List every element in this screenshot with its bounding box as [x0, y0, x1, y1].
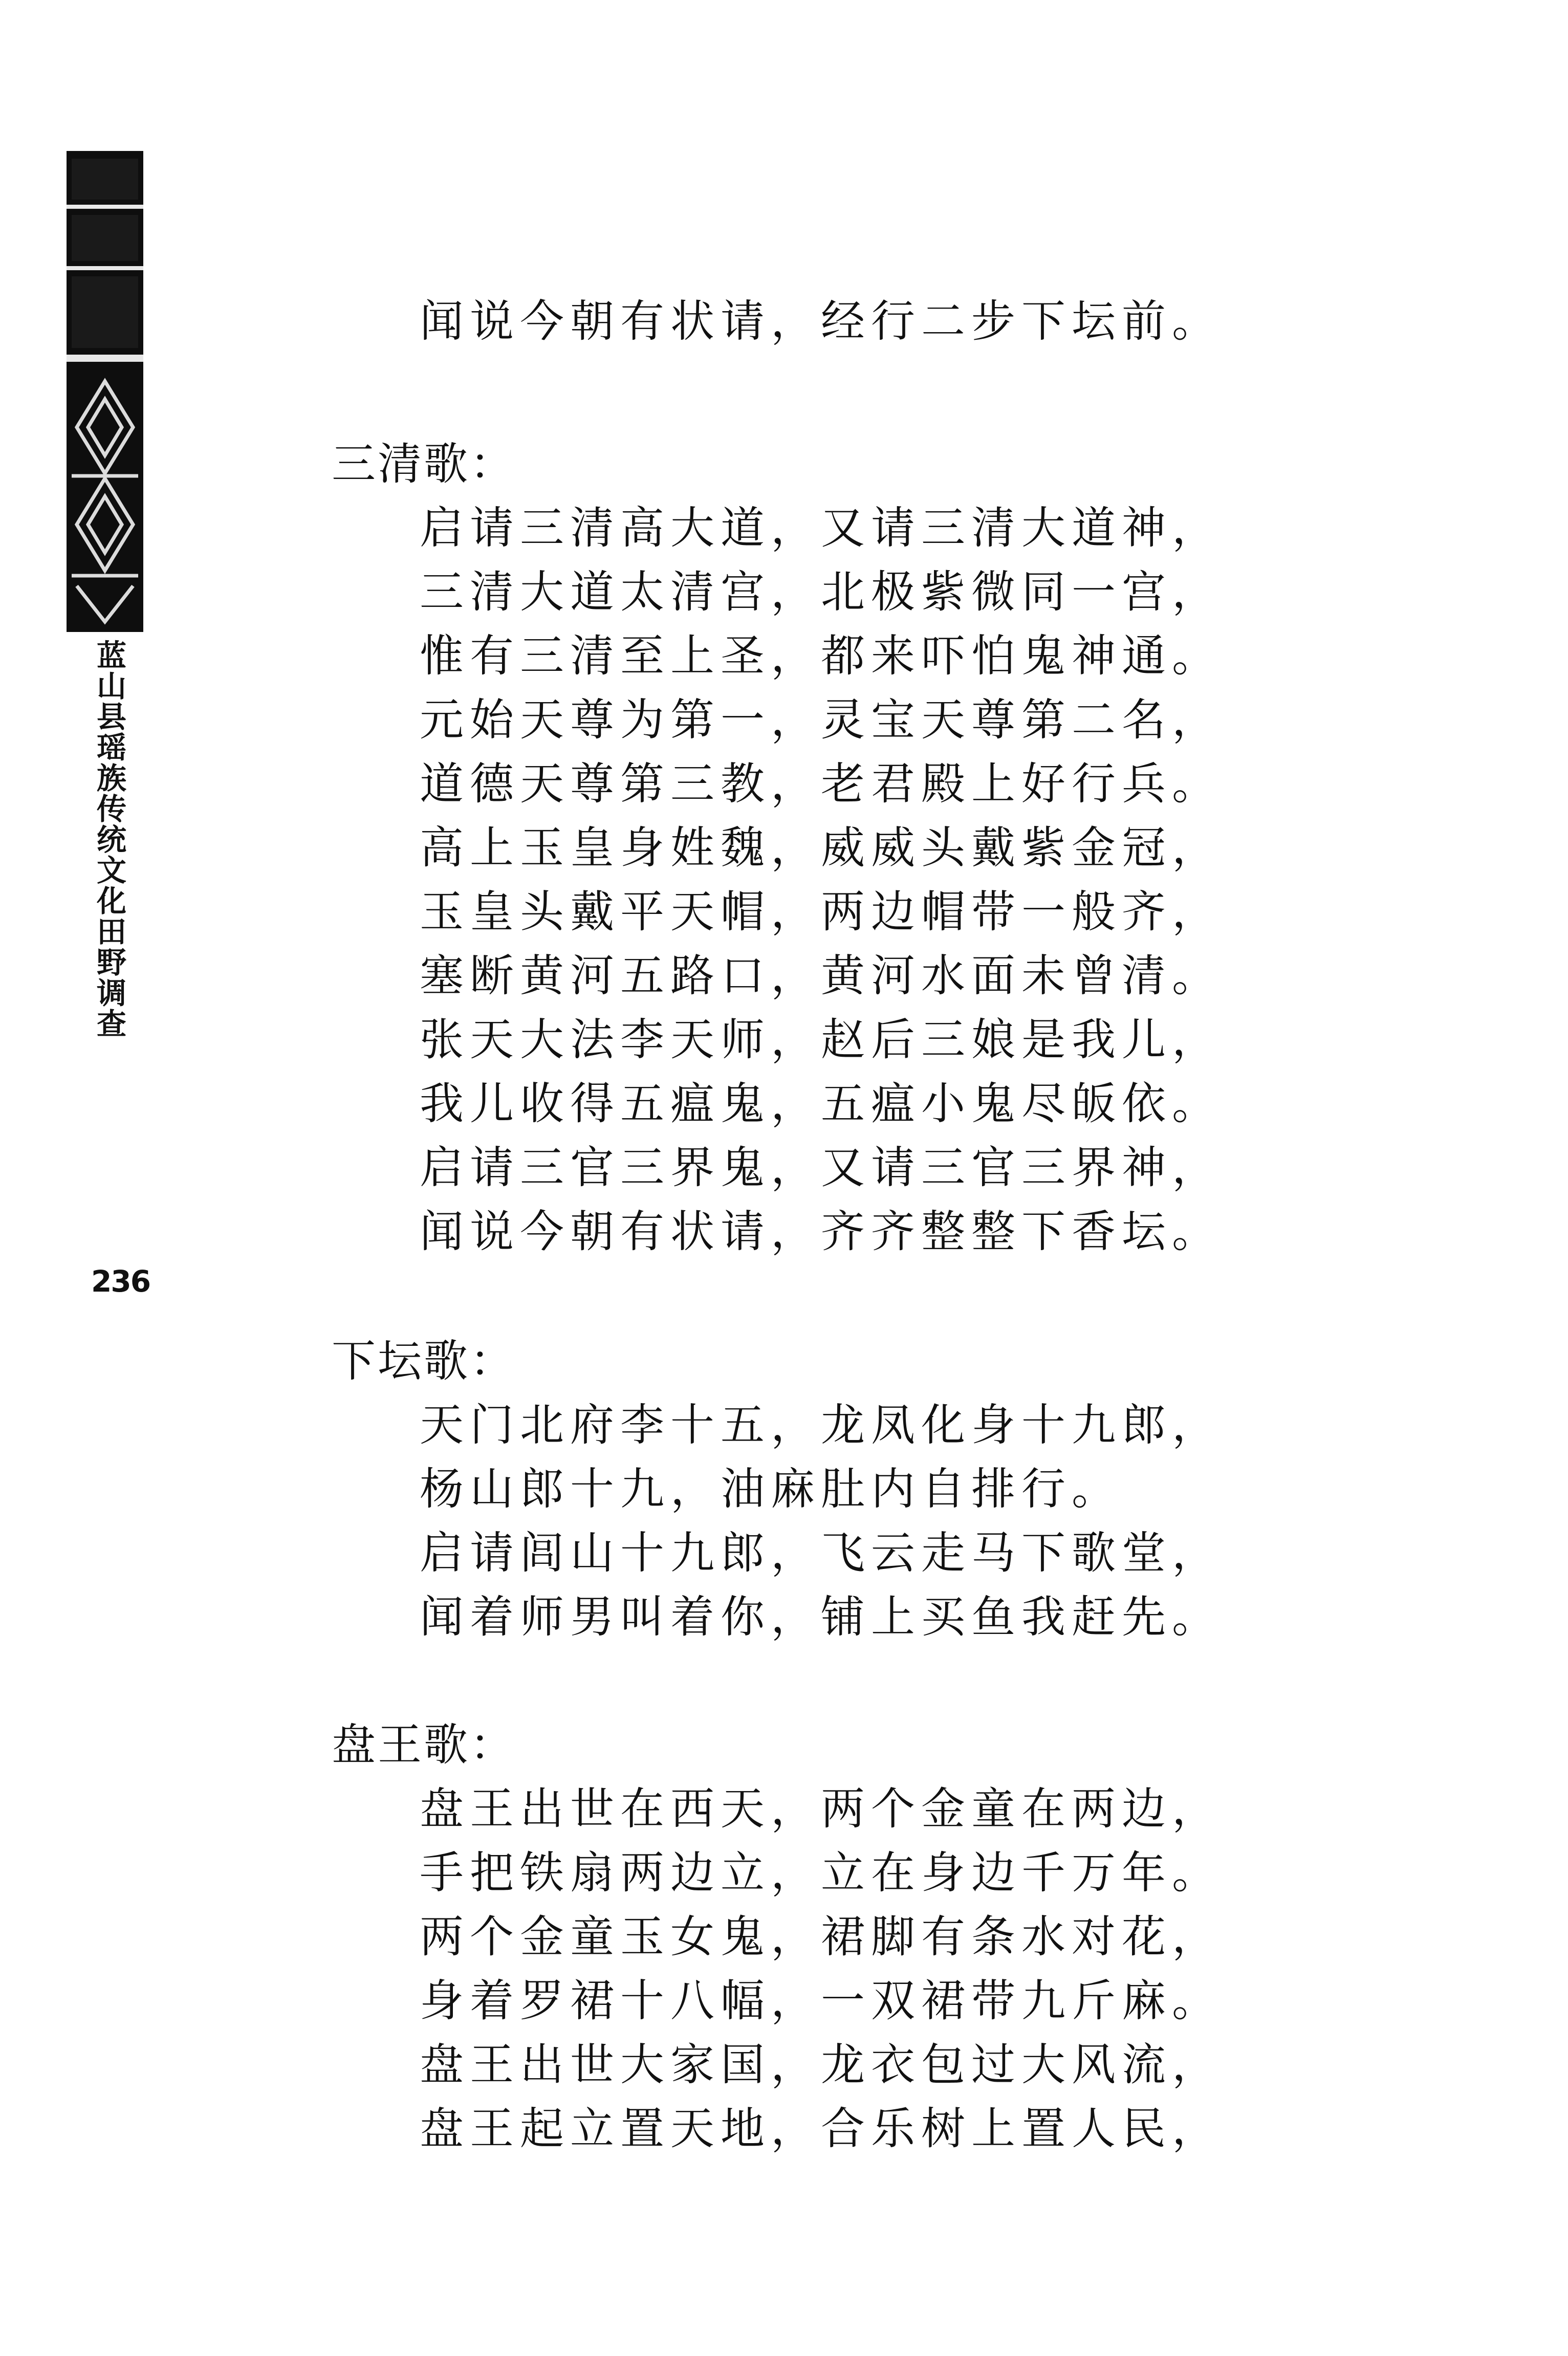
book-series-title: 蓝山县瑶族传统文化田野调查	[92, 640, 126, 1039]
verse-line: 天门北府李十五，龙凤化身十九郎，	[420, 1400, 1222, 1451]
verse-line: 两个金童玉女鬼，裙脚有条水对花，	[420, 1911, 1222, 1962]
verse-line: 道德天尊第三教，老君殿上好行兵。	[420, 758, 1222, 810]
decorative-side-band	[67, 151, 143, 632]
ornament-divider	[67, 205, 143, 209]
section-heading: 三清歌：	[332, 439, 516, 490]
ornament-divider	[67, 355, 143, 362]
ornament-block	[72, 276, 138, 348]
verse-line: 高上玉皇身姓魏，威威头戴紫金冠，	[420, 822, 1222, 874]
verse-line: 杨山郎十九，油麻肚内自排行。	[420, 1464, 1122, 1515]
verse-line: 盘王出世大家国，龙衣包过大风流，	[420, 2039, 1222, 2090]
ornament-block	[72, 159, 138, 200]
section-heading: 盘王歌：	[332, 1719, 516, 1771]
ornament-block	[72, 215, 138, 261]
page-number: 236	[91, 1264, 150, 1299]
verse-line: 闻着师男叫着你，铺上买鱼我赶先。	[420, 1591, 1222, 1643]
verse-line: 元始天尊为第一，灵宝天尊第二名，	[420, 694, 1222, 746]
verse-line: 惟有三清至上圣，都来吓怕鬼神通。	[420, 630, 1222, 682]
verse-line: 身着罗裙十八幅，一双裙带九斤麻。	[420, 1975, 1222, 2026]
verse-line: 盘王起立置天地，合乐树上置人民，	[420, 2103, 1222, 2154]
diamond-pattern-icon	[67, 371, 143, 627]
section-heading: 下坛歌：	[332, 1336, 516, 1387]
verse-line: 三清大道太清宫，北极紫微同一宫，	[420, 566, 1222, 618]
verse-line: 我儿收得五瘟鬼，五瘟小鬼尽皈依。	[420, 1078, 1222, 1129]
verse-line: 玉皇头戴平天帽，两边帽带一般齐，	[420, 886, 1222, 937]
verse-line: 启请三清高大道，又请三清大道神，	[420, 503, 1222, 554]
verse-line: 手把铁扇两边立，立在身边千万年。	[420, 1847, 1222, 1899]
verse-line: 塞断黄河五路口，黄河水面未曾清。	[420, 950, 1222, 1001]
opening-line: 闻说今朝有状请，经行二步下坛前。	[420, 296, 1222, 347]
verse-line: 闻说今朝有状请，齐齐整整下香坛。	[420, 1206, 1222, 1257]
verse-line: 盘王出世在西天，两个金童在两边，	[420, 1783, 1222, 1835]
verse-line: 启请三官三界鬼，又请三官三界神，	[420, 1142, 1222, 1193]
verse-line: 张天大法李天师，赵后三娘是我儿，	[420, 1014, 1222, 1065]
ornament-divider	[67, 266, 143, 270]
verse-line: 启请闾山十九郎，飞云走马下歌堂，	[420, 1528, 1222, 1579]
